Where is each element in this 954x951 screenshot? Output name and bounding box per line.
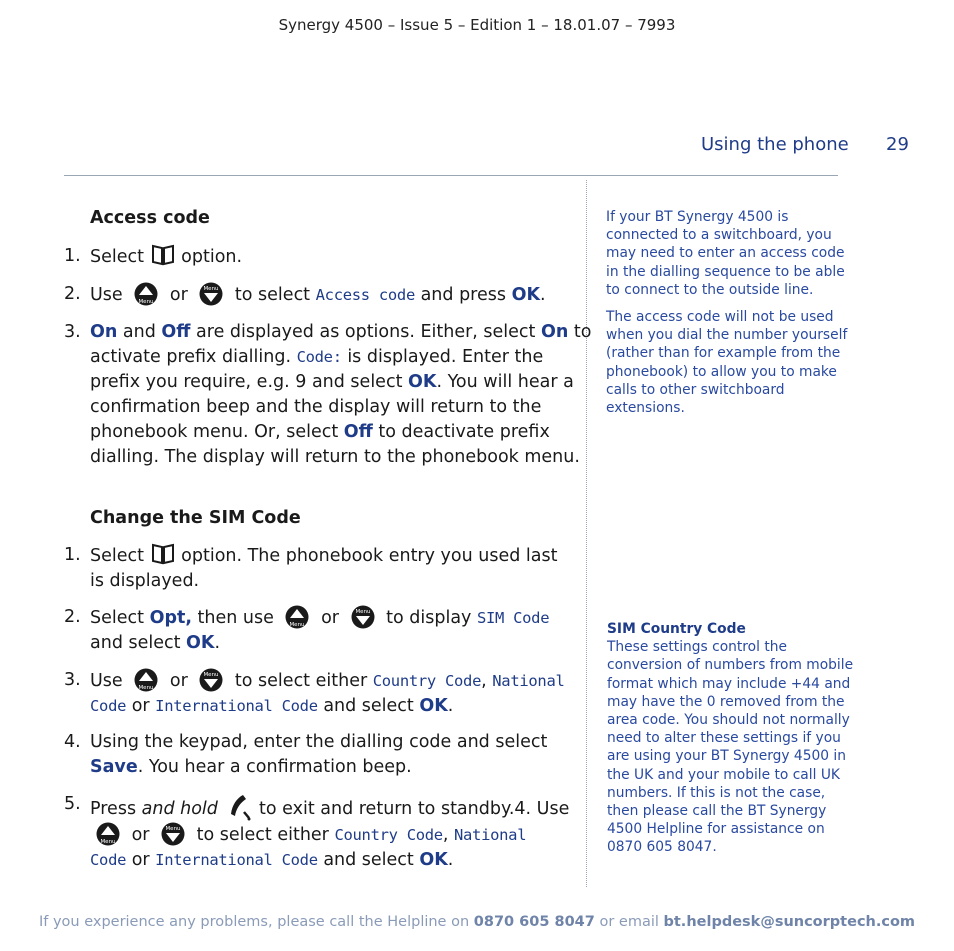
page-number: 29 — [886, 134, 909, 155]
sidebar-note-title: SIM Country Code — [607, 621, 746, 637]
nav-up-menu-icon — [90, 822, 126, 846]
access-code-step-1: 1. Select option. — [64, 246, 243, 267]
sim-code-step-2: 2. Select Opt, then use or to display SIM Code and select OK. — [64, 607, 550, 653]
step-number: 1. — [64, 246, 81, 266]
document-header: Synergy 4500 – Issue 5 – Edition 1 – 18.01.07 – 7993 — [278, 16, 676, 34]
helpdesk-email: bt.helpdesk@suncorptech.com — [663, 914, 916, 930]
ok-key-label: OK — [511, 285, 541, 305]
header-divider — [64, 175, 838, 176]
sidebar-note-switchboard: If your BT Synergy 4500 is connected to a switchboard, you may need to enter an access code in the dialling sequence to be able to connect to the outside line. — [606, 209, 845, 298]
nav-up-menu-icon — [128, 668, 164, 692]
phonebook-icon — [150, 244, 176, 266]
sidebar-note-access-code: The access code will not be used when you dial the number yourself (rather than for example from the phonebook) to allow you to make calls to other switchboard extensions. — [606, 309, 848, 417]
sidebar-note-sim-country-code: SIM Country Code These settings control the conversion of numbers from mobile format which may include +44 and may have the 0 removed from the area code. You should not normally need to alter these settings if you are using your BT Synergy 4500 in the UK and your mobile to call UK numbers. If this is not the case, then please call the BT Synergy 4500 Helpline for assistance on 0870 605 8047. — [607, 621, 854, 856]
phonebook-icon — [150, 543, 176, 565]
nav-down-menu-icon — [193, 668, 229, 692]
display-text: Access code — [315, 286, 415, 304]
nav-down-menu-icon — [155, 822, 191, 846]
helpline-footer: If you experience any problems, please call the Helpline on 0870 605 8047 or email bt.helpdesk@suncorptech.com — [38, 914, 916, 930]
sim-code-step-5: 5. Press and hold to exit and return to standby.4. Use or to select either Country Code, National Code or International Code and select OK. — [64, 794, 570, 870]
end-call-icon — [223, 792, 253, 822]
helpline-phone: 0870 605 8047 — [473, 914, 595, 930]
nav-up-menu-icon — [279, 605, 315, 629]
access-code-step-2: 2. Use or to select Access code and press OK. — [64, 284, 546, 305]
access-code-heading: Access code — [90, 208, 210, 228]
nav-down-menu-icon — [345, 605, 381, 629]
section-title: Using the phone — [701, 134, 849, 155]
access-code-step-3: 3. On and Off are displayed as options. Either, select On to activate prefix dialling. Code: is displayed. Enter the prefix you require, e.g. 9 and select OK. You will hear a confirmation beep and the display will return to the phonebook menu. Or, select Off to deactivate prefix dialling. The display will return to the phonebook menu. — [64, 322, 592, 467]
sim-code-step-4: 4. Using the keypad, enter the dialling code and select Save. You hear a confirmation beep. — [64, 732, 548, 777]
sim-code-heading: Change the SIM Code — [90, 508, 301, 528]
sim-code-step-1: 1. Select option. The phonebook entry you used last is displayed. — [64, 545, 558, 591]
nav-up-menu-icon — [128, 282, 164, 306]
sim-code-step-3: 3. Use or to select either Country Code, National Code or International Code and select OK. — [64, 670, 565, 716]
nav-down-menu-icon — [193, 282, 229, 306]
column-divider — [586, 180, 587, 887]
